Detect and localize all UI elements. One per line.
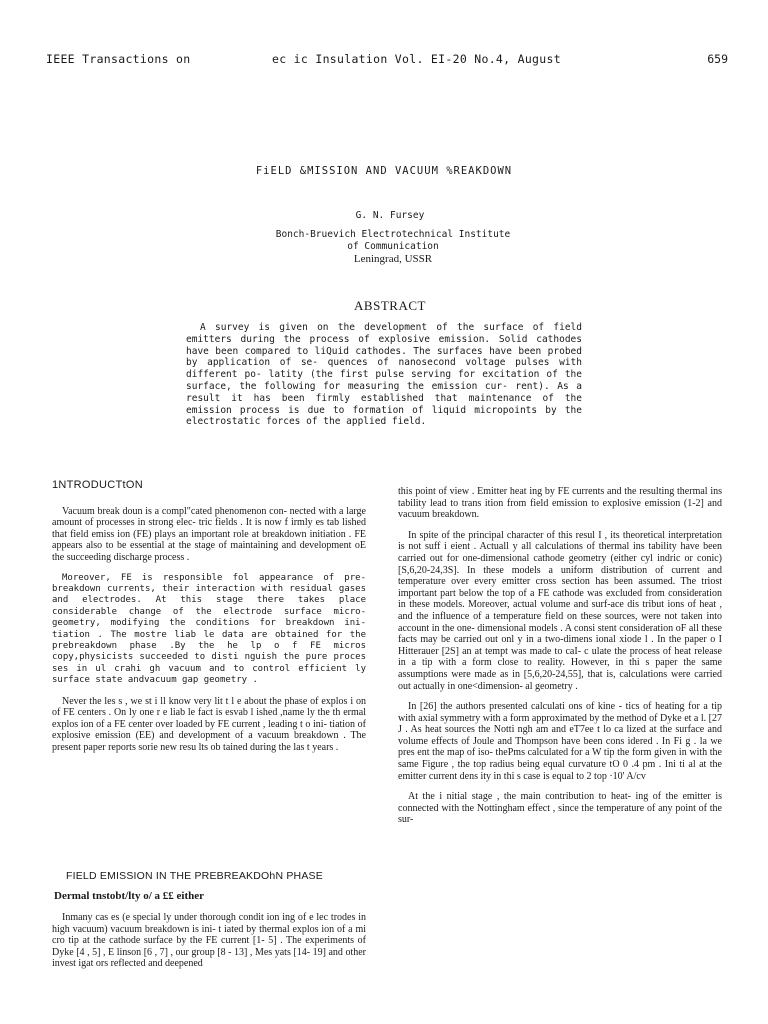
section-heading-introduction: 1NTRODUCTtON bbox=[52, 479, 143, 491]
affiliation-line-2: of Communication bbox=[347, 241, 439, 252]
affiliation-line-1: Bonch-Bruevich Electrotechnical Institute bbox=[275, 229, 511, 240]
right-paragraph-3: In [26] the authors presented calculati ons of kine - tics of heating for a tip with axial symmetry with a form approximated by the method of Dyke et a l. [27 J . As heat sources the Notti ngh am and eT7ee t lo ca lized at the surface and volume effects of Joule and Thompson have been cons idered . In Fi g . la we pres ent the map of iso- thePms calculated for a W tip the form given in with the same Figure , the top radius being equal curvature tO 0 .4 pm . Ini ti al at the emitter current dens ity in thi s case is equal to 2 top ·10' A/cv bbox=[398, 701, 722, 782]
running-header bbox=[46, 52, 728, 70]
intro-paragraph-1: Vacuum break doun is a compl"cated phenomenon con- nected with a large amount of processes in strong elec- tric fields . It is now f irmly es tab lished that field emiss ion (FE) plays an important role at breakdown initiation . FE appears also to be essential at the stage of maintaining and development oE the succeeding discharge process . bbox=[52, 505, 366, 563]
right-paragraph-1: this point of view . Emitter heat ing by FE currents and the resulting thermal ins tability lead to trans ition from field emission to explosive emission (1-2] and vacuum breakdown. bbox=[398, 486, 722, 521]
right-paragraph-2: In spite of the principal character of this resul I , its theoretical interpretation is not suff i eient . Actuall y all calculations of thermal ins tability have been carried out for one-dimensional cathode geometry (either cyl indric or conic) [S,6,20-24,3S]. In these models a uniform distribution of current and temperature over every emitter cross section has been assumed. The triost important part below the top of a FE cathode was excluded from consideration in these models. Moreover, actual volume and surf-ace dis tribut ions of heat , and the influence of a temperature field on these sources, were not taken into account in the one- dimensional models . A consi stent consideration oF all these facts may be carried out onl y in a two-dimens ional xiode l . In the paper o I Hitterauer [2S] an at tempt was made to caI- c ulate the process of heat release in a tip with a form close to reality. However, in thi s paper the same assumptions were made as in [5,6,20-24,55], that is, calculations were carried out actually in one<dimension- al geometry . bbox=[398, 529, 722, 692]
journal-name: IEEE Transactions on bbox=[46, 52, 191, 66]
page-number: 659 bbox=[707, 52, 728, 66]
prebreakdown-body bbox=[52, 912, 366, 970]
subsection-heading: Dermal tnstobt/lty o/ a ££ either bbox=[54, 890, 204, 902]
left-column bbox=[52, 480, 366, 763]
abstract-heading: ABSTRACT bbox=[354, 298, 426, 313]
prebreakdown-paragraph: Inmany cas es (e special ly under thorough condit ion ing of e lec trodes in high vacuum) vacuum breakdown is ini- t iated by thermal explos ion of a mi cro tip at the cathode surface by the FE current [1- 5] . The experiments of Dyke [4 , 5] , E linson [6 , 7] , our group [8 - 13] , Mes yats [14- 19] and other invest igat ors reflected and deepened bbox=[52, 912, 366, 970]
right-paragraph-4: At the i nitial stage , the main contribution to heat- ing of the emitter is connected with the Nottingham effect , since the temperature of any point of the sur- bbox=[398, 791, 722, 826]
abstract-text: A survey is given on the development of the surface of field emitters during the process of explosive emission. Solid cathodes have been compared to liQuid cathodes. The surfaces have been probed by application of se- quences of nanosecond voltage pulses with different po- latity (the first pulse serving for excitation of the surface, the following for measuring the emission cur- rent). As a result it has been firmly established that maintenance of the emission process is due to formation of liquid micropoints by the electrostatic forces of the applied field. bbox=[186, 322, 582, 428]
affiliation-city: Leningrad, USSR bbox=[353, 253, 433, 265]
intro-paragraph-2: Moreover, FE is responsible fol appearance of pre- breakdown currents, their interaction with residual gases and electrodes. At this stage there takes place considerable change of the electrode surface micro- geometry, modifying the conditions for breakdown ini- tiation . The mostre liab le data are obtained for the prebreakdown phase .By the he lp o f FE micros copy,physicists succeeded to disti nguish the pure proces ses in ul crahi gh vacuum and to control efficient ly surface state andvacuum gap geometry . bbox=[52, 572, 366, 686]
journal-volume: ec ic Insulation Vol. EI-20 No.4, August bbox=[272, 52, 561, 66]
intro-paragraph-3: Never the les s , we st i ll know very lit t l e about the phase of explos i on of FE centers . On ly one r e liab le fact is esvab l ished ,name ly the th ermal explos ion of a FE center over loaded by FE current , leading t o ini- tiation of explosive emission (EE) and development of a vacuum breakdown . The present paper reports sorie new resu lts ob tained during the las t years . bbox=[52, 695, 366, 753]
paper-title: FiELD &MISSION AND VACUUM %REAKDOWN bbox=[255, 165, 513, 177]
author-affiliation bbox=[248, 229, 538, 265]
abstract-body bbox=[186, 322, 582, 428]
author-name: G. N. Fursey bbox=[355, 210, 425, 221]
section-heading-prebreakdown: FIELD EMISSION IN THE PREBREAKDOhN PHASE bbox=[66, 870, 323, 882]
right-column bbox=[398, 486, 722, 835]
